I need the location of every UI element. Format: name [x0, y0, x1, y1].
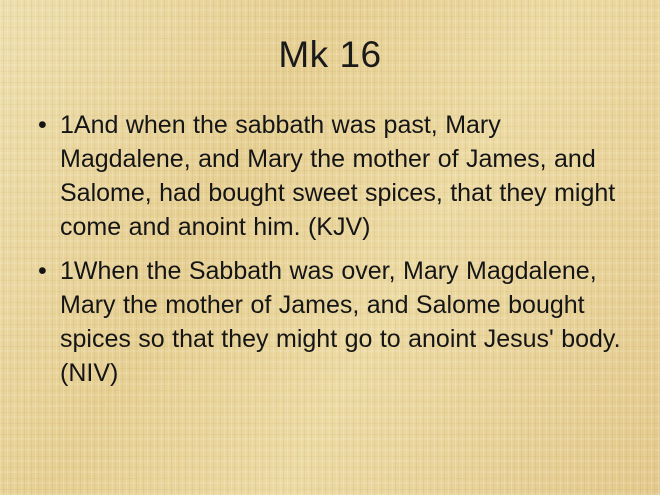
bullet-text: 1And when the sabbath was past, Mary Magdalene, and Mary the mother of James, and Salome, had bought sweet spices, that they might come and anoint him. (KJV): [60, 111, 616, 241]
page-title: Mk 16: [278, 34, 382, 75]
list-item: [38, 254, 628, 390]
bullet-point-icon: •: [38, 257, 47, 285]
bullet-point-icon: •: [38, 111, 47, 139]
list-item: [38, 108, 628, 244]
bullet-text: 1When the Sabbath was over, Mary Magdalene, Mary the mother of James, and Salome bought spices so that they might go to anoint Jesus' body. (NIV): [60, 257, 621, 387]
bullet-list: [38, 108, 628, 400]
